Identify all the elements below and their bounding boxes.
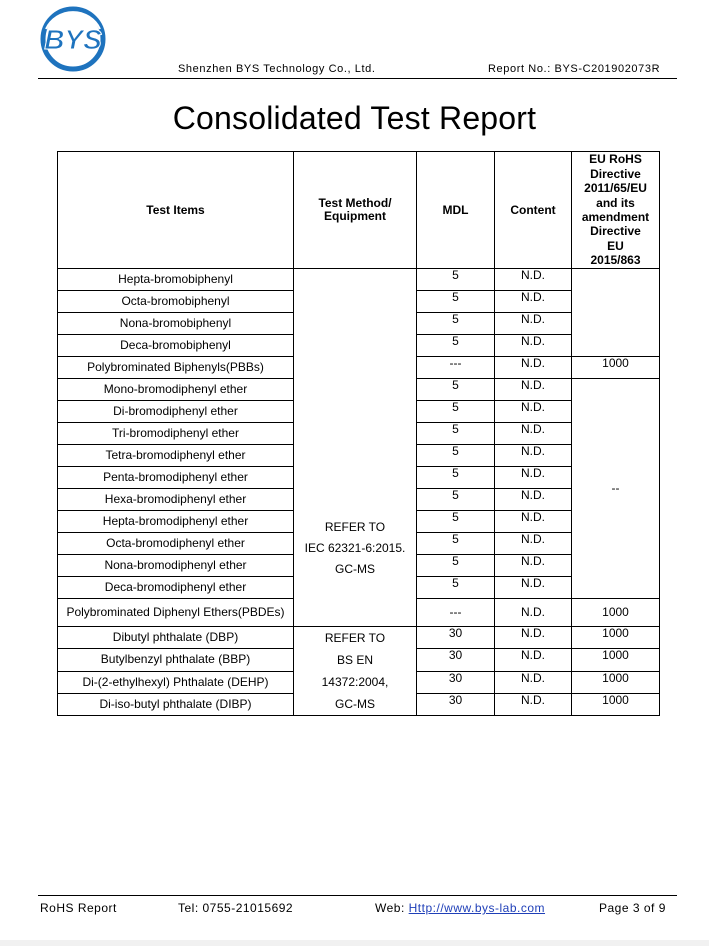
mdl-value: 30	[417, 649, 495, 671]
content-value: N.D.	[495, 269, 572, 291]
footer-phone: Tel: 0755-21015692	[178, 901, 294, 915]
mdl-value: ---	[417, 357, 495, 379]
table-header-row	[58, 152, 660, 269]
content-value: N.D.	[495, 313, 572, 335]
mdl-value: 30	[417, 671, 495, 693]
company-name: Shenzhen BYS Technology Co., Ltd.	[178, 63, 376, 75]
limit-value	[572, 269, 660, 357]
website-link[interactable]: Http://www.bys-lab.com	[408, 901, 546, 915]
results-table	[57, 151, 660, 716]
test-item: Butylbenzyl phthalate (BBP)	[58, 649, 294, 671]
footer-doc-type: RoHS Report	[40, 901, 117, 915]
test-item: Tri-bromodiphenyl ether	[58, 423, 294, 445]
mdl-value: 5	[417, 423, 495, 445]
mdl-value: 30	[417, 627, 495, 649]
footer-web-label: Web:	[375, 901, 405, 915]
content-value: N.D.	[495, 379, 572, 401]
test-item: Mono-bromodiphenyl ether	[58, 379, 294, 401]
content-value: N.D.	[495, 555, 572, 577]
header-test-items: Test Items	[58, 152, 294, 269]
mdl-value: 5	[417, 269, 495, 291]
mdl-value: 5	[417, 577, 495, 599]
test-item: Di-(2-ethylhexyl) Phthalate (DEHP)	[58, 671, 294, 693]
limit-value: 1000	[572, 671, 660, 693]
page-number: Page 3 of 9	[599, 901, 666, 915]
mdl-value: 5	[417, 489, 495, 511]
content-value: N.D.	[495, 577, 572, 599]
test-item: Deca-bromodiphenyl ether	[58, 577, 294, 599]
mdl-value: 5	[417, 467, 495, 489]
test-item: Penta-bromodiphenyl ether	[58, 467, 294, 489]
test-item: Polybrominated Diphenyl Ethers(PBDEs)	[58, 599, 294, 627]
header-test-method: Test Method/ Equipment	[294, 152, 417, 269]
svg-text:BYS: BYS	[44, 24, 102, 55]
page-title: Consolidated Test Report	[172, 100, 537, 136]
limit-value: 1000	[572, 627, 660, 649]
header-limit: EU RoHS Directive 2011/65/EU and its amendment Directive EU 2015/863	[572, 152, 660, 269]
content-value: N.D.	[495, 649, 572, 671]
mdl-value: 5	[417, 291, 495, 313]
test-item: Hexa-bromodiphenyl ether	[58, 489, 294, 511]
test-item: Deca-bromobiphenyl	[58, 335, 294, 357]
header-content: Content	[495, 152, 572, 269]
mdl-value: 5	[417, 555, 495, 577]
test-item: Tetra-bromodiphenyl ether	[58, 445, 294, 467]
mdl-value: 5	[417, 313, 495, 335]
header-divider	[38, 78, 677, 79]
mdl-value: 5	[417, 533, 495, 555]
test-item: Nona-bromodiphenyl ether	[58, 555, 294, 577]
content-value: N.D.	[495, 627, 572, 649]
content-value: N.D.	[495, 533, 572, 555]
test-item: Dibutyl phthalate (DBP)	[58, 627, 294, 649]
bys-logo	[38, 4, 108, 74]
test-item: Octa-bromobiphenyl	[58, 291, 294, 313]
mdl-value: ---	[417, 599, 495, 627]
test-item: Di-bromodiphenyl ether	[58, 401, 294, 423]
mdl-value: 5	[417, 401, 495, 423]
mdl-value: 5	[417, 511, 495, 533]
mdl-value: 5	[417, 445, 495, 467]
limit-value: 1000	[572, 649, 660, 671]
table-row	[58, 269, 660, 291]
test-item: Octa-bromodiphenyl ether	[58, 533, 294, 555]
test-item: Nona-bromobiphenyl	[58, 313, 294, 335]
test-item: Hepta-bromodiphenyl ether	[58, 511, 294, 533]
limit-value: 1000	[572, 357, 660, 379]
test-item: Di-iso-butyl phthalate (DIBP)	[58, 693, 294, 715]
limit-value: 1000	[572, 693, 660, 715]
content-value: N.D.	[495, 335, 572, 357]
content-value: N.D.	[495, 467, 572, 489]
mdl-value: 5	[417, 335, 495, 357]
mdl-value: 30	[417, 693, 495, 715]
content-value: N.D.	[495, 401, 572, 423]
footer-web	[375, 901, 545, 915]
footer-divider	[38, 895, 677, 896]
content-value: N.D.	[495, 291, 572, 313]
content-value: N.D.	[495, 489, 572, 511]
content-value: N.D.	[495, 693, 572, 715]
content-value: N.D.	[495, 511, 572, 533]
test-item: Hepta-bromobiphenyl	[58, 269, 294, 291]
header-mdl: MDL	[417, 152, 495, 269]
content-value: N.D.	[495, 423, 572, 445]
limit-value: 1000	[572, 599, 660, 627]
test-item: Polybrominated Biphenyls(PBBs)	[58, 357, 294, 379]
test-method-cell: REFER TO IEC 62321-6:2015. GC-MS	[294, 269, 417, 627]
table-row	[58, 627, 660, 649]
content-value: N.D.	[495, 599, 572, 627]
content-value: N.D.	[495, 445, 572, 467]
test-method-cell: REFER TO BS EN 14372:2004, GC-MS	[294, 627, 417, 716]
mdl-value: 5	[417, 379, 495, 401]
content-value: N.D.	[495, 357, 572, 379]
limit-value: --	[572, 379, 660, 599]
report-number: Report No.: BYS-C201902073R	[488, 63, 661, 75]
content-value: N.D.	[495, 671, 572, 693]
